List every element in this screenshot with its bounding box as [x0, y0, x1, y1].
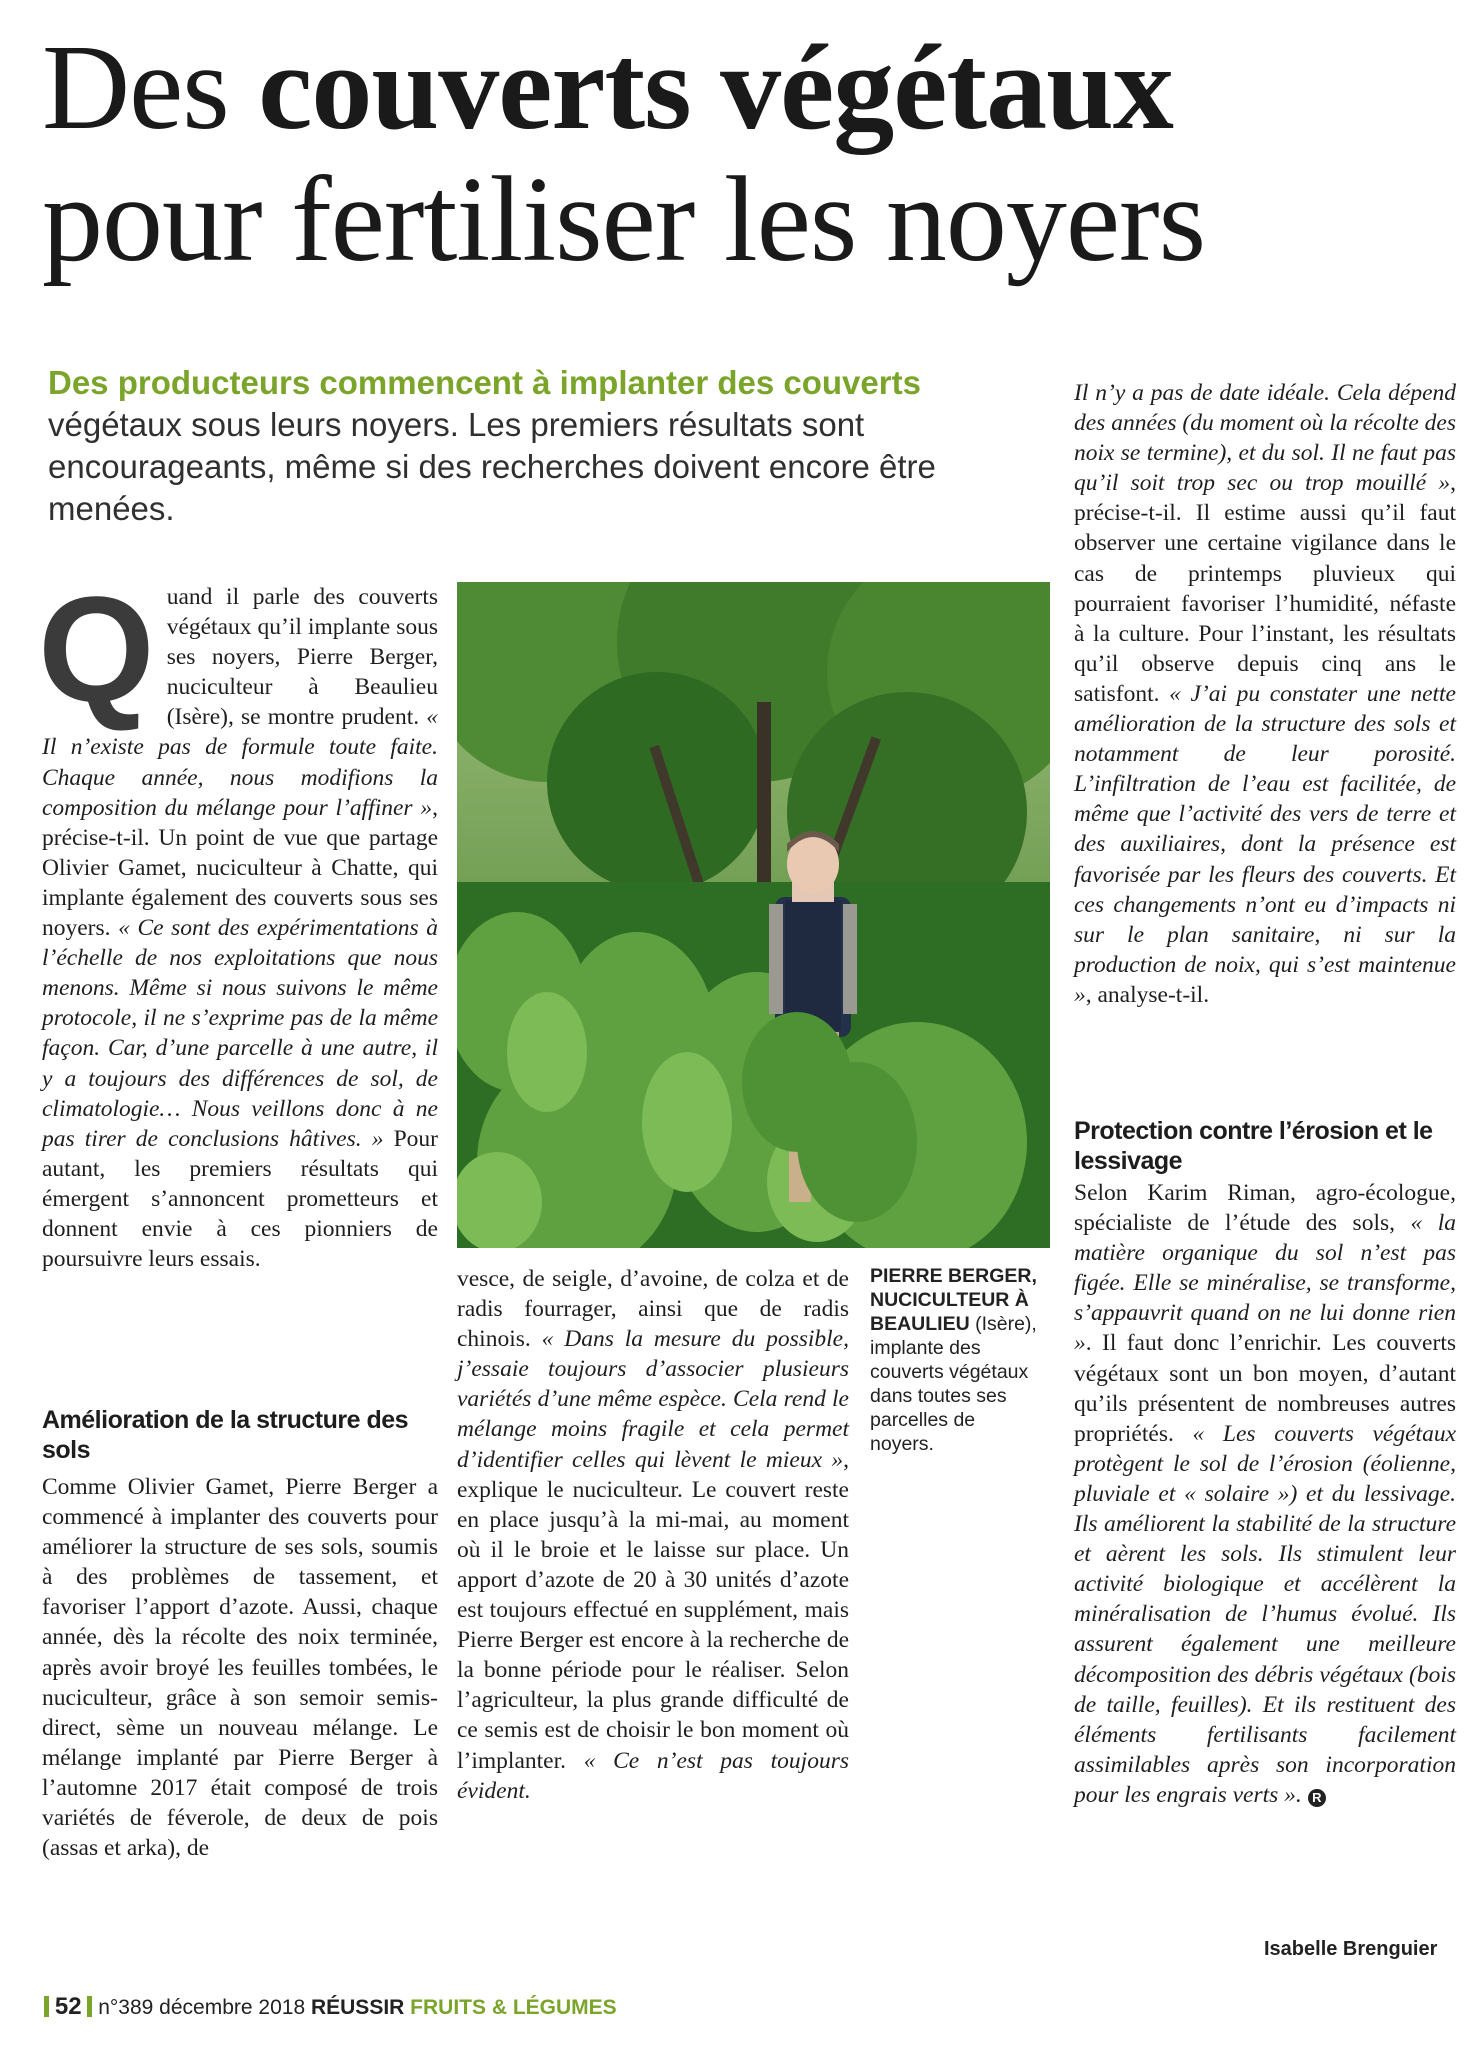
photo-caption	[870, 1264, 1040, 1456]
col1-paragraph-1	[38, 565, 438, 1274]
col3-paragraph-1	[1074, 378, 1456, 1010]
subheading-structure: Amélioration de la structure des sols	[42, 1406, 409, 1464]
column-1	[38, 565, 438, 1274]
col1-paragraph-2: Comme Olivier Gamet, Pierre Berger a commencé à implanter des couverts pour améliorer la structure de ses sols, soumis à des problèmes de tassement, et favoriser l’apport d’azote. Aussi, chaque année, dès la récolte des noix terminée, après avoir broyé les feuilles tombées, le nuciculteur, grâce à son semoir semis-direct, sème un nouveau mélange. Le mélange implanté par Pierre Berger à l’automne 2017 était composé de trois variétés de féverole, de deux de pois (assas et arka), de	[42, 1474, 438, 1862]
col1-text-a: uand il parle des couverts végétaux qu’il implante sous ses noyers, Pierre Berger, nuciculteur à Beaulieu (Isère), se montre prudent.	[166, 584, 438, 731]
col3-text-a: , précise-t-il. Il estime aussi qu’il faut observer une certaine vigilance dans le cas de printemps pluvieux qui pourraient favoriser l’humidité, néfaste à la culture. Pour l’instant, les résultats qu’il observe depuis cinq ans le satisfont.	[1074, 470, 1456, 707]
col1-text-b: , précise-t-il. Un point de vue que partage Olivier Gamet, nuciculteur à Chatte, qui implante également des couverts sous ses noyers.	[42, 794, 438, 942]
footer-bar-right	[87, 1996, 92, 2017]
photo-illustration	[457, 582, 1050, 1248]
col1-quote-a: « Il n’existe pas de formule toute faite. Chaque année, nous modifions la composition du mélange pour l’affiner »	[42, 704, 438, 821]
col3-text-c: Selon Karim Riman, agro-écologue, spécialiste de l’étude des sols,	[1074, 1180, 1456, 1237]
reussir-logo-icon: R	[1308, 1789, 1326, 1807]
author-signature: Isabelle Brenguier	[1264, 1938, 1438, 1960]
column-3-lower	[1074, 1178, 1456, 1810]
col3-text-d: . Il faut donc l’enrichir. Les couverts végétaux sont un bon moyen, d’autant qu’ils présentent de nombreuses autres propriétés.	[1074, 1330, 1456, 1447]
title-plain: Des	[42, 20, 259, 155]
col1-text-c: Pour autant, les premiers résultats qui émergent s’annoncent prometteurs et donnent envie à ces pionniers de poursuivre leurs essais.	[42, 1125, 438, 1273]
page-number: 52	[54, 1993, 82, 2020]
col3-quote-b: « J’ai pu constater une nette amélioration de la structure des sols et notamment de leur porosité. L’infiltration de l’eau est facilitée, de même que l’activité des vers de terre et des auxiliaires, dont la présence est favorisée par les fleurs des couverts. Et ces changements n’ont eu d’impacts ni sur le plan sanitaire, ni sur la production de noix, qui s’est maintenue »	[1074, 680, 1456, 1008]
col3-text-b: , analyse-t-il.	[1085, 981, 1210, 1008]
col2-quote-b: « Ce n’est pas toujours évident.	[457, 1747, 849, 1804]
column-2	[457, 1264, 849, 1806]
footer-bar-left	[44, 1996, 49, 2017]
article-lead	[48, 362, 1048, 530]
article-title	[42, 22, 1442, 286]
col3-paragraph-2	[1074, 1178, 1456, 1810]
col3-quote-a: Il n’y a pas de date idéale. Cela dépend des années (du moment où la récolte des noix se termine), et du sol. Il ne faut pas qu’il soit trop sec ou trop mouillé »	[1074, 380, 1456, 497]
magazine-brand-section: FRUITS & LÉGUMES	[410, 1996, 617, 2019]
photo-pierre-berger	[457, 582, 1050, 1248]
col2-text-b: , explique le nuciculteur. Le couvert reste en place jusqu’à la mi-mai, au moment où il le broie et le laisse sur place. Un apport d’azote de 20 à 30 unités d’azote est toujours effectué en supplément, mais Pierre Berger est encore à la recherche de la bonne période pour le réaliser. Selon l’agriculteur, la plus grande difficulté de ce semis est de choisir le bon moment où l’implanter.	[457, 1446, 849, 1774]
title-line-2: pour fertiliser les noyers	[42, 152, 1206, 287]
column-1-lower	[42, 1472, 438, 1863]
lead-highlight: Des producteurs commencent à implanter des couverts	[48, 364, 921, 401]
lead-text: végétaux sous leurs noyers. Les premiers résultats sont encourageants, même si des recherches doivent encore être menées.	[48, 406, 936, 527]
title-line-1	[42, 22, 1442, 154]
col2-paragraph	[457, 1264, 849, 1806]
col2-quote-a: « Dans la mesure du possible, j’essaie toujours d’associer plusieurs variétés d’une même espèce. Cela rend le mélange moins fragile et cela permet d’identifier celles qui lèvent le mieux »	[457, 1326, 849, 1473]
col2-text-a: vesce, de seigle, d’avoine, de colza et de radis fourrager, ainsi que de radis chinois.	[457, 1266, 849, 1353]
issue-info: n°389 décembre 2018	[98, 1996, 306, 2019]
col3-quote-d: « Les couverts végétaux protègent le sol de l’érosion (éolienne, pluviale et « solaire ») et du lessivage. Ils améliorent la stabilité de la structure et aèrent les sols. Ils stimulent leur activité biologique et accélèrent la minéralisation de l’humus évolué. Ils assurent également une meilleure décomposition des débris végétaux (bois de taille, feuilles). Et ils restituent des éléments fertilisants facilement assimilables après son incorporation pour les engrais verts ».	[1074, 1420, 1457, 1808]
magazine-brand: RÉUSSIR	[310, 1996, 405, 2019]
title-bold: couverts végétaux	[258, 20, 1173, 155]
subheading-erosion: Protection contre l’érosion et le lessivage	[1074, 1117, 1433, 1175]
page-footer	[44, 1993, 944, 2021]
column-3	[1074, 378, 1456, 1010]
col1-quote-b: « Ce sont des expérimentations à l’échelle de nos exploitations que nous menons. Même si nous suivons le même protocole, il ne s’exprime pas de la même façon. Car, d’une parcelle à une autre, il y a toujours des différences de sol, de climatologie… Nous veillons donc à ne pas tirer de conclusions hâtives. »	[42, 915, 438, 1152]
col3-quote-c: « la matière organique du sol n’est pas figée. Elle se minéralise, se transforme, s’appauvrit quand on ne lui donne rien »	[1074, 1210, 1456, 1357]
caption-text: (Isère), implante des couverts végétaux dans toutes ses parcelles de noyers.	[870, 1313, 1037, 1455]
caption-name: PIERRE BERGER, NUCICULTEUR À BEAULIEU	[870, 1265, 1037, 1335]
drop-cap: Q	[38, 565, 155, 733]
